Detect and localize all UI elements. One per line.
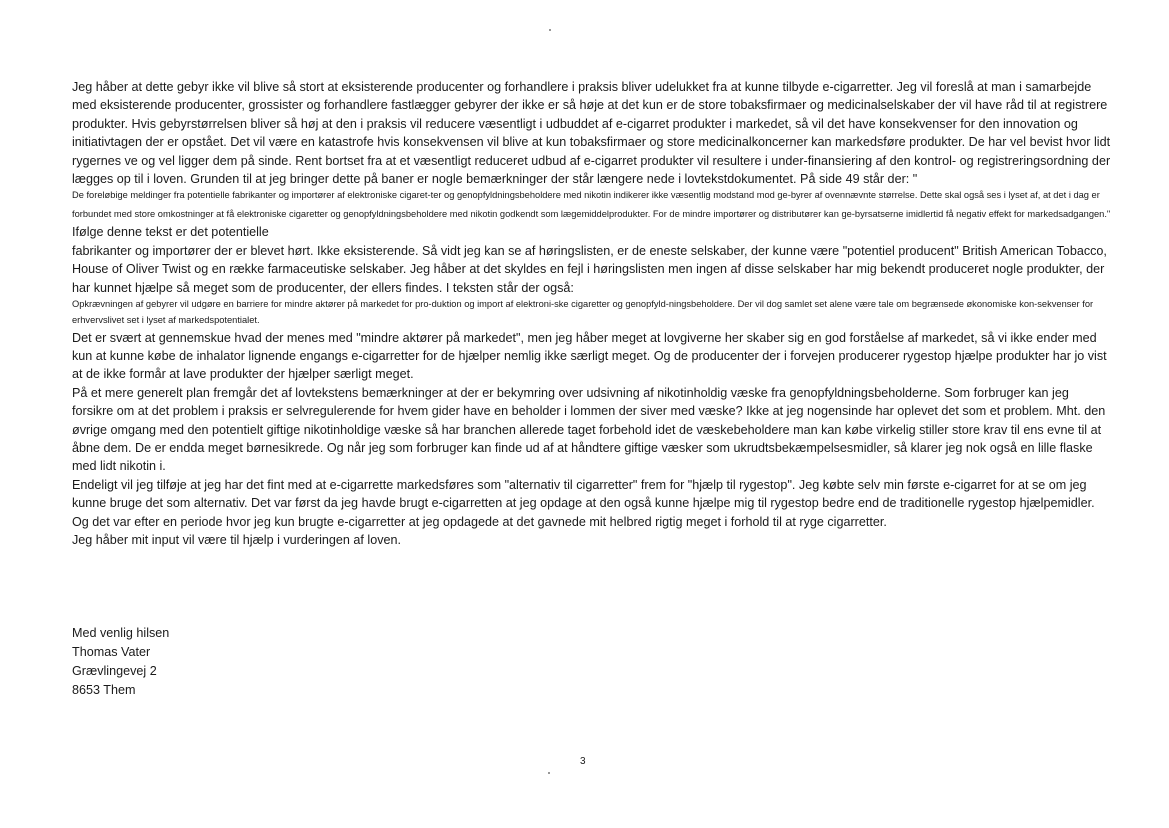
paragraph-closing: Jeg håber mit input vil være til hjælp i vurderingen af loven. bbox=[72, 533, 401, 548]
signature-block bbox=[72, 624, 169, 700]
quote-page-49-continuation: Ifølge denne tekst er det potentielle bbox=[72, 225, 269, 240]
paragraph-alternative: Endeligt vil jeg tilføje at jeg har det fint med at e-cigarrette markedsføres som "alternativ til cigarretter" frem for "hjælp til rygestop". Jeg købte selv min første e-cigarret for at se om jeg kunne bruge det som alternativ. Det var først da jeg havde brugt e-cigarretten at jeg opdage at den også kunne hjælpe mig til rygestop bedre end de traditionelle rygestop hjælpemidler. Og det var efter en periode hvor jeg kun brugte e-cigarretter at jeg opdagede at det gavnede mit helbred rigtig meget i forhold til at ryge cigarretter. bbox=[72, 477, 1095, 529]
paragraph-minor-actors: Det er svært at gennemskue hvad der menes med "mindre aktører på markedet", men jeg håber meget at lovgiverne her skaber sig en god forståelse af markedet, så vi ikke ender med kun at kunne købe de inhalator lignende engangs e-cigarretter for de hjælper nemlig ikke særligt meget. Og de producenter der i forvejen producerer rygestop hjælpe produkter har jo vist at de ikke formår at lave produkter der hjælper særligt meget. bbox=[72, 330, 1107, 382]
paragraph-leakage: På et mere generelt plan fremgår det af lovtekstens bemærkninger at der er bekymring over udsivning af nikotinholdig væske fra genopfyldningsbeholderne. Som forbruger kan jeg forsikre om at det problem i praksis er selvregulerende for hvem gider have en beholder i lommen der siver med væske? Ikke at jeg nogensinde har oplevet det som et problem. Mht. den øvrige omgang med den potentielt giftige nikotinholdige væske så har branchen allerede taget forbehold idet de væskebeholdere man kan købe virkelig stiller store krav til ens evne til at åbne dem. De er endda meget børnesikrede. Og når jeg som forbruger kan finde ud af at håndtere giftige væsker som ukrudtsbekæmpelsesmidler, så klarer jeg nok også en lille flaske med lidt nikotin i. bbox=[72, 385, 1106, 474]
quote-minor-actors: Opkrævningen af gebyrer vil udgøre en barriere for mindre aktører på markedet for pro-duktion og import af elektroni-ske cigaretter og genopfyld-ningsbeholdere. Der vil dog samlet set alene være tale om begrænsede økonomiske kon-sekvenser for erhvervslivet set i lyset af markedspotentialet. bbox=[72, 299, 1094, 325]
signature-greeting: Med venlig hilsen bbox=[72, 626, 170, 640]
quote-page-49 bbox=[72, 188, 1112, 241]
signature-name: Thomas Vater bbox=[72, 645, 151, 659]
letter-body bbox=[72, 78, 1112, 550]
paragraph-hearing-list: fabrikanter og importører der er blevet hørt. Ikke eksisterende. Så vidt jeg kan se af høringslisten, er de eneste selskaber, der kunne være "potentiel producent" British American Tobacco, House of Oliver Twist og en række farmaceutiske selskaber. Jeg håber at det skyldes en fejl i høringslisten men ingen af disse selskaber har mig bekendt produceret nogle produkter, der har kunnet hjælpe så meget som de producenter, der ellers findes. I teksten står der også: bbox=[72, 243, 1107, 295]
signature-city: 8653 Them bbox=[72, 683, 136, 697]
signature-street: Grævlingevej 2 bbox=[72, 664, 157, 678]
scan-speck bbox=[548, 772, 550, 774]
page-number: 3 bbox=[580, 756, 586, 767]
scan-speck bbox=[549, 29, 551, 31]
paragraph-fees: Jeg håber at dette gebyr ikke vil blive så stort at eksisterende producenter og forhandlere i praksis bliver udelukket fra at kunne tilbyde e-cigarretter. Jeg vil foreslå at man i samarbejde med eksisterende producenter, grossister og forhandlere fastlægger gebyrer der ikke er så høje at det kun er de store tobaksfirmaer og medicinalselskaber der vil have råd til at registrere produkter. Hvis gebyrstørrelsen bliver så høj at den i praksis vil reducere væsentligt i udbuddet af e-cigarret produkter i markedet, så vil det have konsekvenser for den innovation og initiativtagen der er opstået. Det vil være en katastrofe hvis konsekvensen vil blive at kun tobaksfirmaer og store medicinalkoncerner kan markedsføre produkter. De har vel bevist hvor lidt rygernes ve og vel ligger dem på sinde. Rent bortset fra at et væsentligt reduceret udbud af e-cigarret produkter vil resultere i under-finansiering af den kontrol- og registreringsordning der lægges op til i loven. Grunden til at jeg bringer dette på baner er nogle bemærkninger der står længere nede i lovtekstdokumentet. På side 49 står der: " bbox=[72, 80, 1111, 187]
quote-page-49-text: De foreløbige meldinger fra potentielle fabrikanter og importører af elektroniske cigaret-ter og genopfyldningsbeholdere med nikotin indikerer ikke væsentlig modstand mod ge-byrer af ovennævnte størrelse. Dette skal også ses i lyset af, at det i dag er forbundet med store omkostninger at få elektroniske cigaretter og genopfyldningsbeholdere med nikotin godkendt som lægemiddelprodukter. For de mindre importører og distributører kan ge-byrsatserne imidlertid få negativ effekt for markedsadgangen." bbox=[72, 190, 1111, 220]
